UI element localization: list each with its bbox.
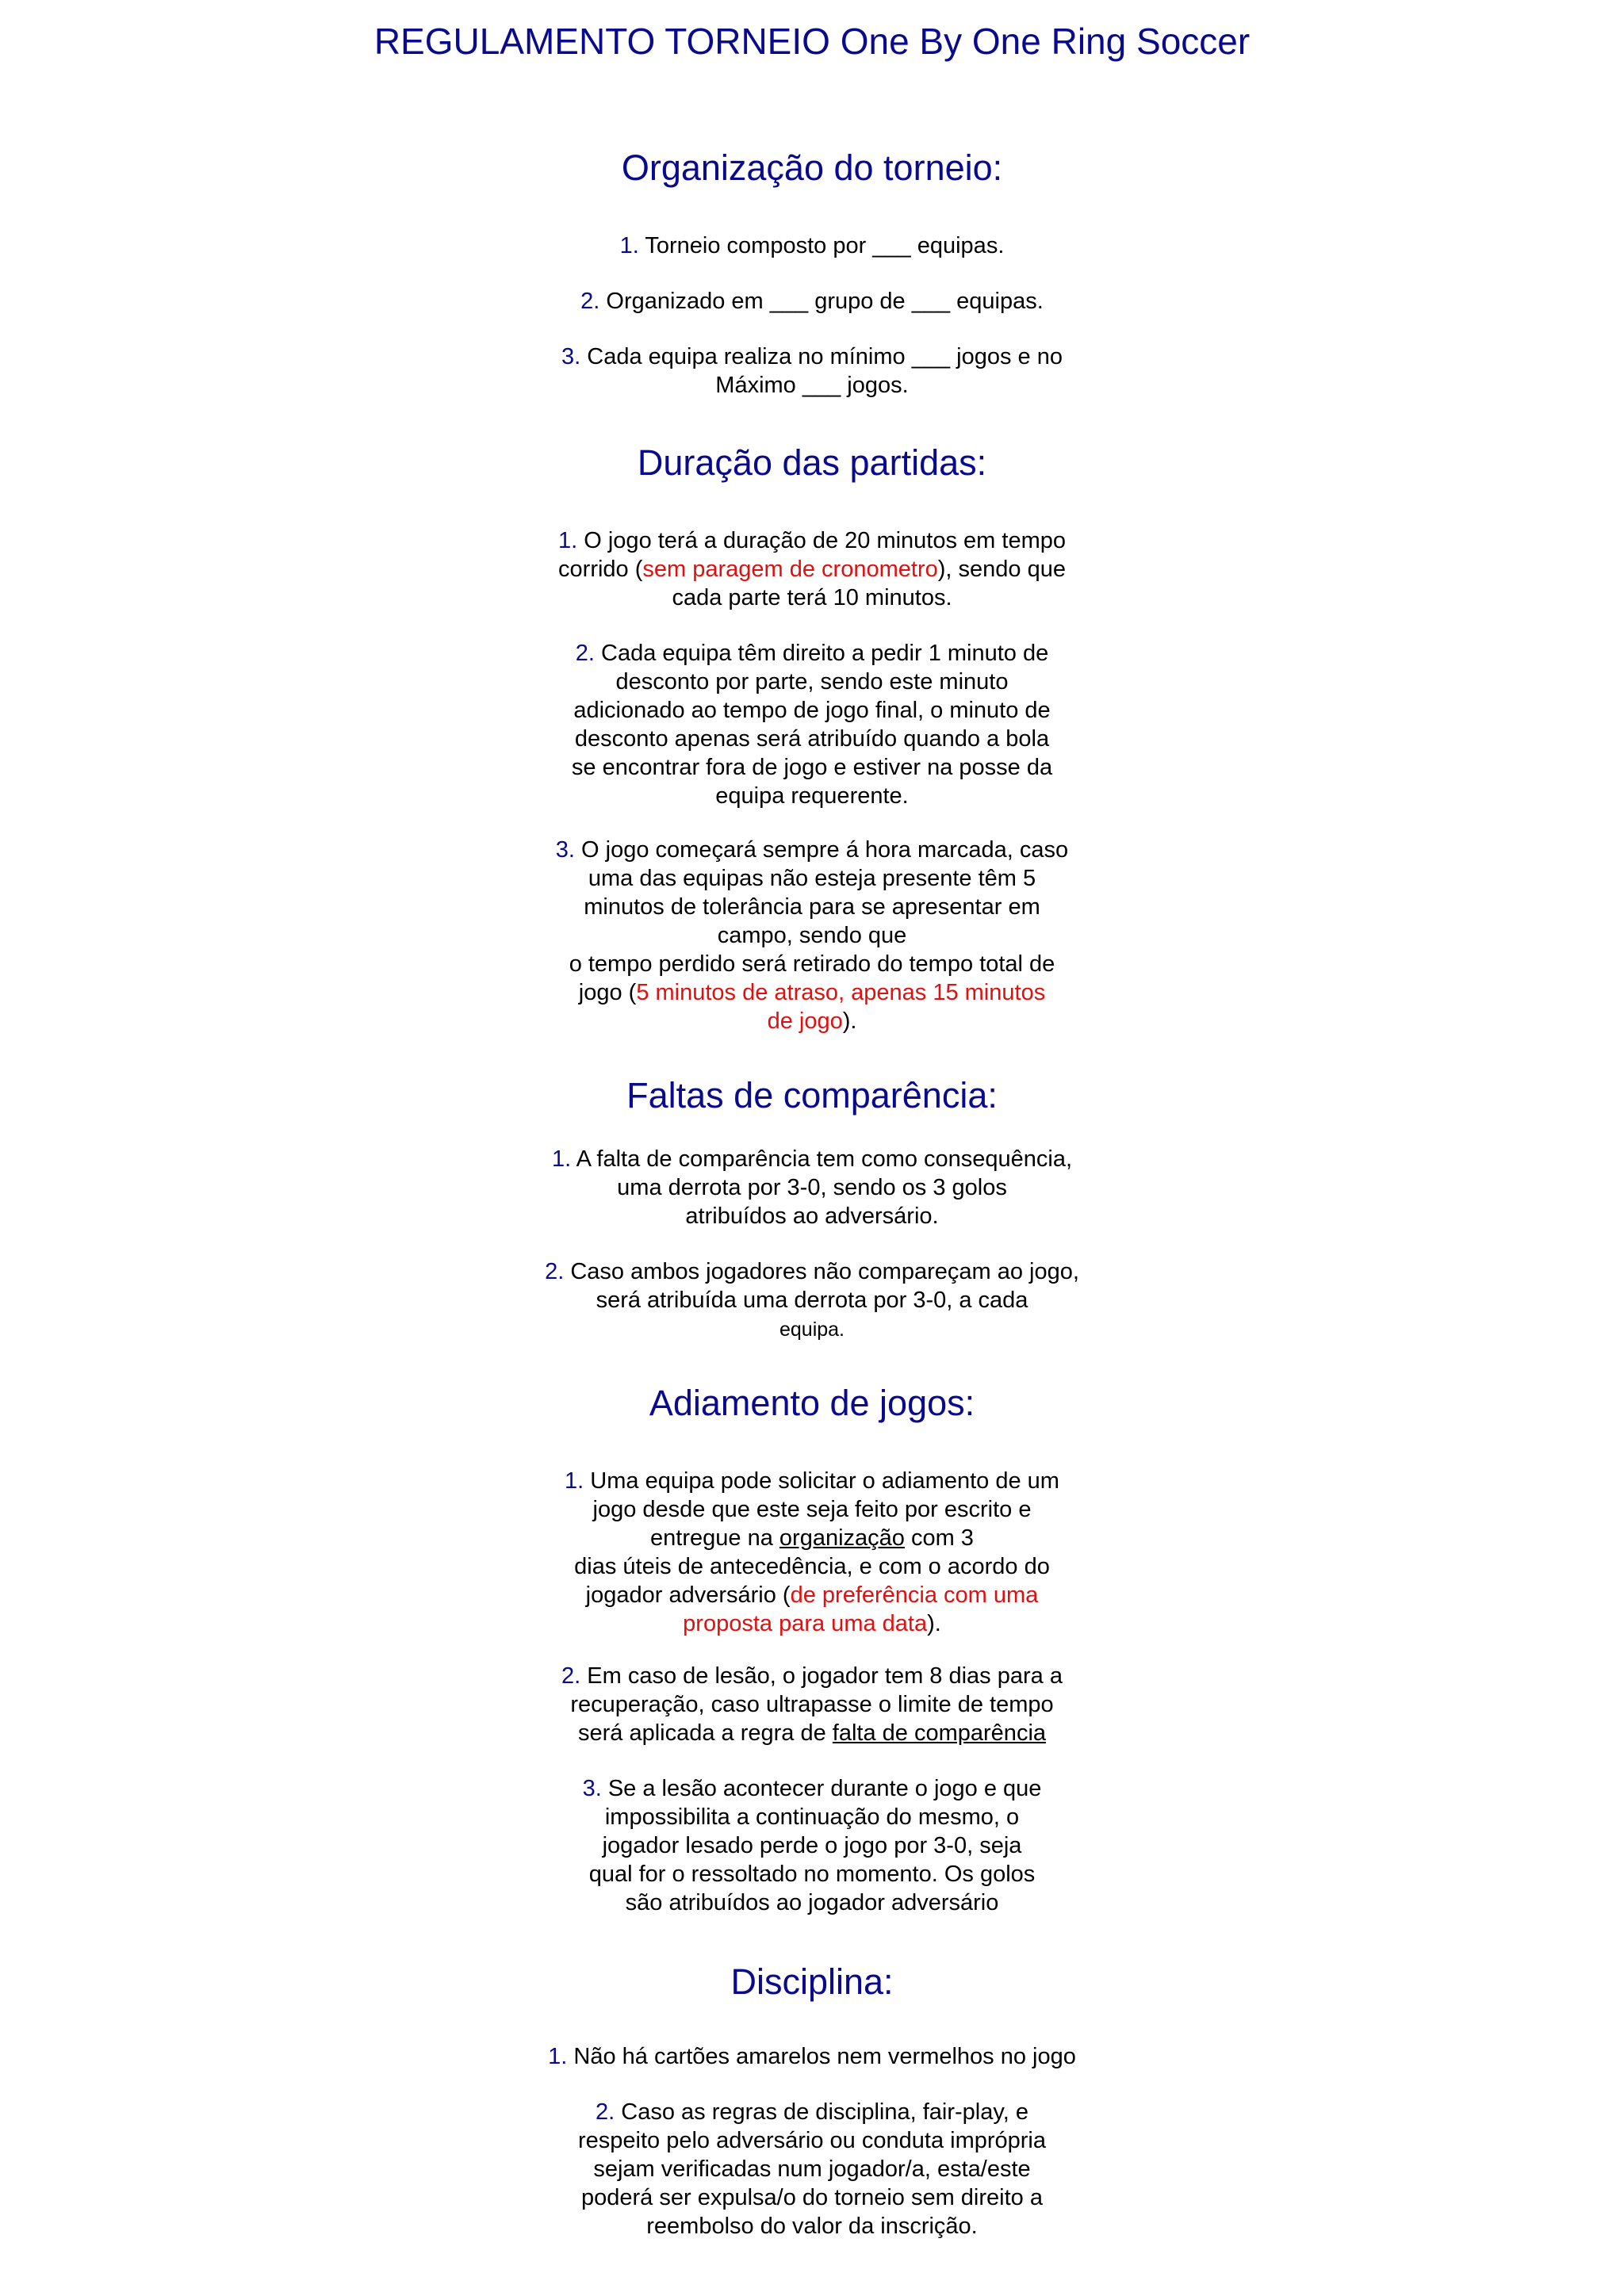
rule-number: 2. — [561, 1663, 581, 1689]
rule-highlight: de jogo — [767, 1008, 843, 1034]
rule-faltas-2 — [495, 1257, 1129, 1344]
rule-number: 2. — [596, 2099, 615, 2125]
rule-text: qual for o ressoltado no momento. Os golos — [588, 1862, 1036, 1887]
rule-text: dias úteis de antecedência, e com o acordo do — [574, 1554, 1050, 1579]
rule-text: reembolso do valor da inscrição. — [646, 2214, 978, 2239]
rule-duracao-3 — [495, 836, 1129, 1035]
rule-adiamento-1 — [495, 1467, 1129, 1638]
rule-text: Caso as regras de disciplina, fair-play, e — [621, 2099, 1028, 2125]
rule-text: recuperação, caso ultrapasse o limite de tempo — [570, 1692, 1054, 1717]
rule-text: poderá ser expulsa/o do torneio sem direito a — [581, 2185, 1043, 2210]
rule-number: 3. — [555, 837, 575, 863]
rule-text: cada parte terá 10 minutos. — [672, 585, 952, 610]
rule-number: 1. — [565, 1468, 584, 1494]
rule-text: o tempo perdido será retirado do tempo total de — [569, 951, 1055, 977]
rule-text: ). — [842, 1008, 857, 1034]
rule-highlight: sem paragem de cronometro — [642, 557, 938, 582]
rule-highlight: 5 minutos de atraso, apenas 15 minutos — [636, 980, 1046, 1005]
rule-text: jogo ( — [578, 980, 637, 1005]
section-heading-faltas: Faltas de comparência: — [626, 1075, 998, 1115]
rule-text: uma derrota por 3-0, sendo os 3 golos — [617, 1175, 1007, 1200]
section-heading-duracao: Duração das partidas: — [637, 442, 987, 483]
section-heading-adiamento: Adiamento de jogos: — [649, 1383, 975, 1423]
rule-text: jogador adversário ( — [585, 1582, 791, 1608]
rule-text: Cada equipa têm direito a pedir 1 minuto de — [601, 641, 1049, 666]
rule-text: Máximo ___ jogos. — [715, 373, 909, 398]
rule-text: jogador lesado perde o jogo por 3-0, seja — [602, 1833, 1022, 1858]
rule-text: equipa. — [779, 1318, 845, 1341]
rule-text: são atribuídos ao jogador adversário — [625, 1890, 999, 1915]
rule-text: adicionado ao tempo de jogo final, o minuto de — [573, 698, 1051, 723]
rule-organizacao-3 — [495, 342, 1129, 400]
rule-underline: falta de comparência — [832, 1720, 1047, 1746]
rule-underline: organização — [779, 1525, 905, 1551]
rule-text: Em caso de lesão, o jogador tem 8 dias para a — [587, 1663, 1063, 1689]
rule-duracao-2 — [495, 639, 1129, 810]
rule-number: 1. — [558, 528, 578, 553]
rule-text: ). — [927, 1611, 941, 1636]
rule-text: A falta de comparência tem como consequência, — [576, 1146, 1073, 1172]
rule-number: 3. — [582, 1776, 602, 1801]
rule-text: equipa requerente. — [715, 783, 909, 809]
rule-text: entregue na — [650, 1525, 779, 1551]
rule-text: atribuídos ao adversário. — [685, 1203, 939, 1229]
rule-text: desconto apenas será atribuído quando a bola — [574, 726, 1050, 752]
rule-number: 1. — [619, 233, 639, 258]
rule-text: Cada equipa realiza no mínimo ___ jogos e no — [587, 344, 1063, 369]
rule-organizacao-2 — [495, 287, 1129, 316]
rule-text: minutos de tolerância para se apresentar em — [584, 894, 1040, 920]
rule-disciplina-1 — [495, 2042, 1129, 2071]
rule-text: campo, sendo que — [717, 923, 907, 948]
rule-text: Uma equipa pode solicitar o adiamento de um — [590, 1468, 1059, 1494]
document-title: REGULAMENTO TORNEIO One By One Ring Soccer — [373, 21, 1251, 62]
rule-number: 2. — [575, 641, 595, 666]
rule-text: O jogo terá a duração de 20 minutos em tempo — [584, 528, 1066, 553]
section-heading-organizacao: Organização do torneio: — [621, 147, 1003, 188]
rule-disciplina-2 — [495, 2098, 1129, 2241]
rule-organizacao-1 — [495, 232, 1129, 260]
rule-duracao-1 — [495, 526, 1129, 612]
rule-text: Não há cartões amarelos nem vermelhos no jogo — [573, 2044, 1076, 2069]
rule-text: impossibilita a continuação do mesmo, o — [604, 1804, 1020, 1830]
rule-text: O jogo começará sempre á hora marcada, caso — [581, 837, 1069, 863]
section-heading-disciplina: Disciplina: — [730, 1961, 894, 2002]
rule-adiamento-3 — [495, 1774, 1129, 1917]
rule-number: 3. — [561, 344, 581, 369]
rule-text: respeito pelo adversário ou conduta imprópria — [577, 2128, 1046, 2153]
rule-text: com 3 — [904, 1525, 974, 1551]
rule-text: jogo desde que este seja feito por escrito e — [592, 1497, 1032, 1522]
rule-number: 1. — [551, 1146, 572, 1172]
rule-highlight: proposta para uma data — [683, 1611, 928, 1636]
rule-text: Organizado em ___ grupo de ___ equipas. — [606, 289, 1044, 314]
rule-number: 2. — [545, 1259, 565, 1284]
rule-highlight: de preferência com uma — [790, 1582, 1039, 1608]
rule-text: ), sendo que — [937, 557, 1066, 582]
rule-text: sejam verificadas num jogador/a, esta/este — [593, 2156, 1031, 2182]
rule-text: uma das equipas não esteja presente têm 5 — [588, 866, 1036, 891]
rule-number: 2. — [580, 289, 600, 314]
rule-faltas-1 — [495, 1145, 1129, 1230]
rule-text: corrido ( — [558, 557, 643, 582]
rule-text: será aplicada a regra de — [577, 1720, 833, 1746]
rule-number: 1. — [548, 2044, 568, 2069]
rule-text: se encontrar fora de jogo e estiver na posse da — [571, 755, 1053, 780]
rule-text: Se a lesão acontecer durante o jogo e que — [607, 1776, 1042, 1801]
rule-text: será atribuída uma derrota por 3-0, a cada — [596, 1288, 1028, 1313]
rule-text: desconto por parte, sendo este minuto — [615, 669, 1009, 695]
rule-adiamento-2 — [495, 1662, 1129, 1747]
rule-text: Caso ambos jogadores não compareçam ao jogo, — [570, 1259, 1079, 1284]
rule-text: Torneio composto por ___ equipas. — [645, 233, 1005, 258]
